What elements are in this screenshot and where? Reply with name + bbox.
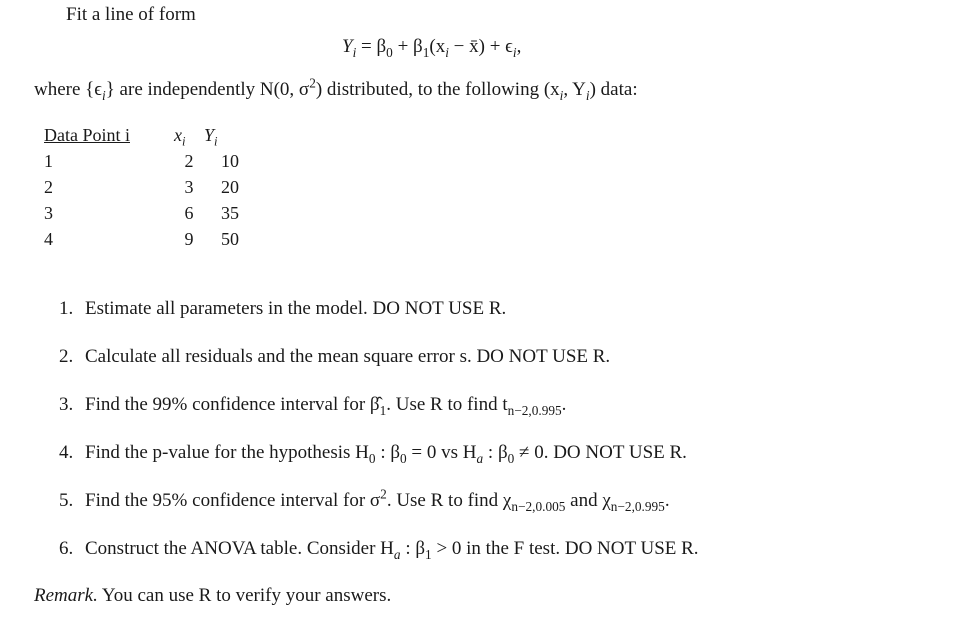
cell-i: 2	[44, 177, 53, 197]
table-row	[44, 200, 250, 226]
table-row	[44, 148, 250, 174]
header-x: $x_i$	[174, 125, 186, 149]
cell-x: 2	[184, 151, 194, 171]
question-2: 2. Calculate all residuals and the mean square error s. DO NOT USE R.	[59, 346, 611, 367]
table-header-row	[44, 124, 250, 148]
remark-label: Remark.	[34, 585, 98, 606]
cell-x: 9	[184, 229, 194, 249]
intro-text: Fit a line of form	[66, 4, 196, 25]
question-4: 4. Find the p-value for the hypothesis $H_0$ : $\beta_0 = 0$ vs $H_a$ : $\beta_0 \ne 0$. DO NOT USE R.	[59, 442, 687, 466]
cell-y: 50	[221, 229, 239, 249]
cell-y: 35	[221, 203, 239, 223]
header-y: $Y_i$	[204, 125, 218, 149]
data-table	[44, 124, 250, 252]
cell-y: 20	[221, 177, 239, 197]
question-6: 6. Construct the ANOVA table. Consider $H_a$ : $\beta_1 > 0$ in the F test. DO NOT USE R.	[59, 538, 699, 562]
question-1: 1. Estimate all parameters in the model. DO NOT USE R.	[59, 298, 507, 319]
remark	[34, 585, 391, 607]
remark-text: You can use R to verify your answers.	[97, 585, 392, 606]
cell-y: 10	[221, 151, 239, 171]
question-5: 5. Find the 95% confidence interval for $\sigma^2$. Use R to find $\chi_{n-2,0.005}$ and $\chi_{n-2,0.995}$.	[59, 486, 670, 514]
question-list	[59, 297, 699, 585]
table-row	[44, 174, 250, 200]
question-3: 3. Find the 99% confidence interval for $\betâ_1$. Use R to find $t_{n-2,0.995}$.	[59, 394, 567, 418]
model-equation: $Y_i = \beta_0 + \beta_1(x_i$ − x̄) + $\epsilon_i$,	[342, 36, 522, 60]
table-row	[44, 226, 250, 252]
cell-i: 4	[44, 229, 53, 249]
header-data-point: Data Point i	[44, 125, 130, 145]
where-sentence: where $\{\epsilon_i\}$ are independently N(0, $\sigma^2$) distributed, to the following ($x_i$, $Y_i$) data:	[34, 75, 638, 103]
cell-x: 3	[184, 177, 194, 197]
cell-i: 1	[44, 151, 53, 171]
cell-x: 6	[184, 203, 194, 223]
cell-i: 3	[44, 203, 53, 223]
